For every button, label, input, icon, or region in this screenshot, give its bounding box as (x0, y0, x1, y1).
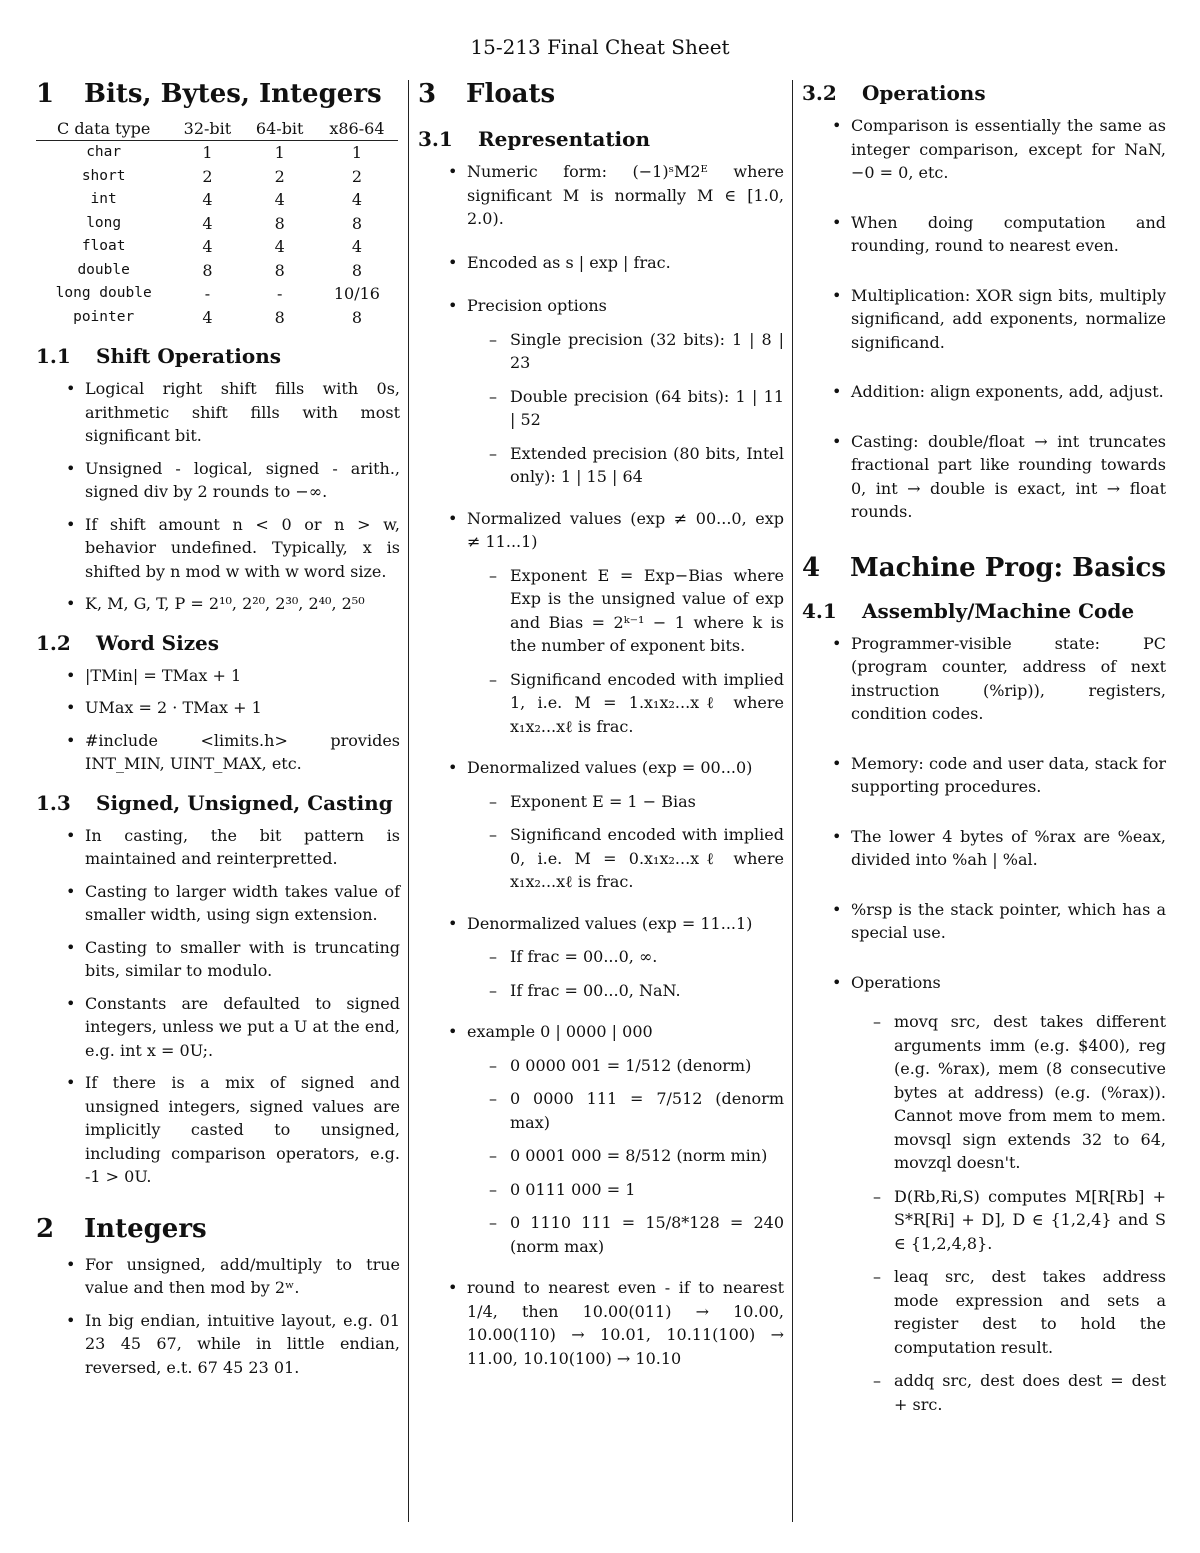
list-item: • Numeric form: (−1)ˢM2ᴱ where significant M is normally M ∈ [1.0, 2.0). (418, 160, 784, 231)
dash-list (467, 564, 784, 739)
list-item: • Normalized values (exp ≠ 00...0, exp ≠ 11...1) – Exponent E = Exp−Bias where Exp is the unsigned value of exp and Bias = 2ᵏ⁻¹ − 1 where k is the number of exponent bits. – Significand encoded with implied 1, i.e. M = 1.x₁x₂...xℓ where x₁x₂...xℓ is frac. (418, 507, 784, 739)
list-item: – 0 0000 111 = 7/512 (denorm max) (467, 1087, 784, 1134)
assembly-list-wrapper (802, 632, 1166, 1417)
size-cell: 8 (351, 213, 363, 233)
table-row (36, 235, 398, 259)
list-item: • Unsigned - logical, signed - arith., signed div by 2 rounds to −∞. (36, 457, 400, 504)
table-header-row (36, 118, 398, 141)
list-item: • Programmer-visible state: PC (program counter, address of next instruction (%rip)), registers, condition codes. (802, 632, 1166, 726)
dash-list (851, 1010, 1166, 1416)
list-item: • round to nearest even - if to nearest 1/4, then 10.00(011) → 10.00, 10.00(110) → 10.01, 10.11(100) → 11.00, 10.10(100) → 10.10 (418, 1276, 784, 1370)
type-cell: long double (55, 285, 152, 301)
section-heading: 3 Floats (418, 79, 556, 109)
list-item: • |TMin| = TMax + 1 (36, 664, 400, 688)
dash-list (467, 328, 784, 489)
subsection-heading: 1.3 Signed, Unsigned, Casting (36, 790, 393, 815)
type-cell: char (86, 144, 122, 160)
size-cell: - (204, 284, 211, 303)
operations-list-wrapper (802, 114, 1166, 524)
type-cell: int (90, 191, 117, 207)
size-cell: 8 (274, 260, 285, 280)
dash-list (467, 945, 784, 1002)
list-item: – Double precision (64 bits): 1 | 11 | 52 (467, 385, 784, 432)
type-cell: double (77, 261, 130, 278)
size-cell: 4 (274, 237, 285, 256)
bullet-list (36, 1253, 400, 1380)
column-header: C data type (36, 118, 171, 141)
list-item: • When doing computation and rounding, round to nearest even. (802, 211, 1166, 258)
list-item: – If frac = 00...0, ∞. (467, 945, 784, 969)
size-cell: 4 (202, 307, 213, 327)
list-item: • K, M, G, T, P = 2¹⁰, 2²⁰, 2³⁰, 2⁴⁰, 2⁵⁰ (36, 592, 400, 616)
table-row (36, 165, 398, 189)
table-row (36, 306, 398, 330)
column-divider (408, 80, 409, 1522)
list-item: • Denormalized values (exp = 00...0) – Exponent E = 1 − Bias – Significand encoded with implied 0, i.e. M = 0.x₁x₂...xℓ where x₁x₂...xℓ is frac. (418, 756, 784, 894)
list-item: • Constants are defaulted to signed integers, unless we put a U at the end, e.g. int x = 0U;. (36, 992, 400, 1063)
list-item: • In casting, the bit pattern is maintained and reinterpretted. (36, 824, 400, 871)
column-divider (792, 80, 793, 1522)
bullet-list (36, 377, 400, 616)
list-item: – 0 1110 111 = 15/8*128 = 240 (norm max) (467, 1211, 784, 1258)
list-item: • Precision options – Single precision (32 bits): 1 | 8 | 23 – Double precision (64 bits): 1 | 11 | 52 – Extended precision (80 bits, Intel only): 1 | 15 | 64 (418, 294, 784, 489)
list-item: • Casting: double/float → int truncates fractional part like rounding towards 0, int → double is exact, int → float rounds. (802, 430, 1166, 524)
page-title: 15-213 Final Cheat Sheet (470, 35, 730, 59)
column-header: x86-64 (316, 118, 398, 141)
size-cell: 10/16 (333, 284, 380, 303)
list-item: • Operations – movq src, dest takes different arguments imm (e.g. $400), reg (e.g. %rax), mem (8 consecutive bytes at address) (e.g. (%rax)). Cannot move from mem to mem. movsql sign extends 32 to 64, movzql doesn't. – D(Rb,Ri,S) computes M[R[Rb] + S*R[Ri] + D], D ∈ {1,2,4} and S ∈ {1,2,4,8}. – leaq src, dest takes address mode expression and sets a register dest to hold the computation result. – addq src, dest does dest = dest + src. (802, 971, 1166, 1417)
column-2 (418, 76, 784, 1379)
list-item: • If there is a mix of signed and unsigned integers, signed values are implicitly casted to unsigned, including comparison operators, e.g. -1 > 0U. (36, 1071, 400, 1189)
size-cell: 4 (202, 190, 213, 209)
list-item: – addq src, dest does dest = dest + src. (851, 1369, 1166, 1416)
list-item: – If frac = 00...0, NaN. (467, 979, 784, 1003)
subsection-heading: 3.1 Representation (418, 127, 651, 151)
size-cell: 4 (351, 237, 363, 256)
dash-list (467, 1054, 784, 1259)
list-item: • Casting to larger width takes value of smaller width, using sign extension. (36, 880, 400, 927)
list-item: • Multiplication: XOR sign bits, multiply significand, add exponents, normalize significand. (802, 284, 1166, 355)
list-item: – D(Rb,Ri,S) computes M[R[Rb] + S*R[Ri] + D], D ∈ {1,2,4} and S ∈ {1,2,4,8}. (851, 1185, 1166, 1256)
column-header: 64-bit (244, 118, 316, 141)
size-cell: 4 (274, 190, 285, 209)
table-row (36, 212, 398, 236)
list-item: • Logical right shift fills with 0s, arithmetic shift fills with most significant bit. (36, 377, 400, 448)
dash-list (467, 790, 784, 894)
size-cell: 2 (202, 166, 213, 186)
list-item: • If shift amount n < 0 or n > w, behavior undefined. Typically, x is shifted by n mod w with w word size. (36, 513, 400, 584)
list-item: – 0 0001 000 = 8/512 (norm min) (467, 1144, 784, 1168)
table-row (36, 188, 398, 212)
size-cell: 1 (202, 143, 213, 162)
list-item: • example 0 | 0000 | 000 – 0 0000 001 = 1/512 (denorm) – 0 0000 111 = 7/512 (denorm max) – 0 0001 000 = 8/512 (norm min) – 0 0111 000 = 1 – 0 1110 111 = 15/8*128 = 240 (norm max) (418, 1020, 784, 1258)
list-item: • Memory: code and user data, stack for supporting procedures. (802, 752, 1166, 799)
size-cell: 2 (274, 166, 285, 186)
list-item: – Significand encoded with implied 0, i.e. M = 0.x₁x₂...xℓ where x₁x₂...xℓ is frac. (467, 823, 784, 894)
size-cell: 1 (274, 143, 285, 162)
size-cell: 2 (351, 166, 363, 186)
size-cell: 8 (274, 307, 285, 327)
list-item: • %rsp is the stack pointer, which has a special use. (802, 898, 1166, 945)
size-cell: 4 (202, 237, 213, 256)
list-item: – Exponent E = Exp−Bias where Exp is the unsigned value of exp and Bias = 2ᵏ⁻¹ − 1 where k is the number of exponent bits. (467, 564, 784, 658)
bullet-list (802, 632, 1166, 1417)
size-cell: - (277, 284, 283, 303)
section-heading: 4 Machine Prog: Basics (802, 552, 1166, 583)
list-item: • Encoded as s | exp | frac. (418, 251, 784, 275)
type-cell: long (86, 214, 122, 231)
list-item: • Addition: align exponents, add, adjust. (802, 380, 1166, 404)
list-item: – 0 0000 001 = 1/512 (denorm) (467, 1054, 784, 1078)
size-cell: 4 (202, 213, 213, 233)
list-item: • For unsigned, add/multiply to true value and then mod by 2ʷ. (36, 1253, 400, 1300)
size-cell: 8 (202, 260, 213, 280)
list-item: • Denormalized values (exp = 11...1) – If frac = 00...0, ∞. – If frac = 00...0, NaN. (418, 912, 784, 1003)
list-item: • Casting to smaller with is truncating bits, similar to modulo. (36, 936, 400, 983)
bullet-list (36, 664, 400, 776)
size-cell: 8 (274, 213, 285, 233)
list-item: – Extended precision (80 bits, Intel only): 1 | 15 | 64 (467, 442, 784, 489)
type-cell: pointer (73, 308, 135, 325)
section-heading: 2 Integers (36, 1213, 207, 1244)
type-cell: short (81, 167, 126, 184)
data-type-table (36, 118, 398, 329)
column-1 (36, 76, 400, 1388)
subsection-heading: 3.2 Operations (802, 81, 986, 105)
list-item: – Significand encoded with implied 1, i.e. M = 1.x₁x₂...xℓ where x₁x₂...xℓ is frac. (467, 668, 784, 739)
bullet-list (36, 824, 400, 1189)
list-item: • Comparison is essentially the same as integer comparison, except for NaN, −0 = 0, etc. (802, 114, 1166, 185)
subsection-heading: 4.1 Assembly/Machine Code (802, 598, 1135, 623)
size-cell: 1 (351, 143, 363, 162)
subsection-heading: 1.2 Word Sizes (36, 630, 220, 655)
list-item: • In big endian, intuitive layout, e.g. 01 23 45 67, while in little endian, reversed, e.t. 67 45 23 01. (36, 1309, 400, 1380)
subsection-heading: 1.1 Shift Operations (36, 344, 281, 368)
size-cell: 4 (351, 190, 363, 209)
column-header: 32-bit (171, 118, 243, 141)
size-cell: 8 (351, 307, 363, 327)
list-item: – 0 0111 000 = 1 (467, 1178, 784, 1202)
section-heading: 1 Bits, Bytes, Integers (36, 79, 382, 109)
table-row (36, 141, 398, 165)
type-cell: float (81, 238, 126, 254)
list-item: • #include <limits.h> provides INT_MIN, UINT_MAX, etc. (36, 729, 400, 776)
bullet-list (802, 114, 1166, 524)
size-cell: 8 (351, 260, 363, 280)
table-row (36, 259, 398, 283)
list-item: – leaq src, dest takes address mode expression and sets a register dest to hold the computation result. (851, 1265, 1166, 1359)
list-item: – Exponent E = 1 − Bias (467, 790, 784, 814)
bullet-list (418, 160, 784, 1370)
list-item: – movq src, dest takes different arguments imm (e.g. $400), reg (e.g. %rax), mem (8 consecutive bytes at address) (e.g. (%rax)). Cannot move from mem to mem. movsql sign extends 32 to 64, movzql doesn't. (851, 1010, 1166, 1175)
list-item: • UMax = 2 · TMax + 1 (36, 696, 400, 720)
column-3 (802, 76, 1166, 1442)
list-item: – Single precision (32 bits): 1 | 8 | 23 (467, 328, 784, 375)
list-item: • The lower 4 bytes of %rax are %eax, divided into %ah | %al. (802, 825, 1166, 872)
table-row (36, 282, 398, 306)
